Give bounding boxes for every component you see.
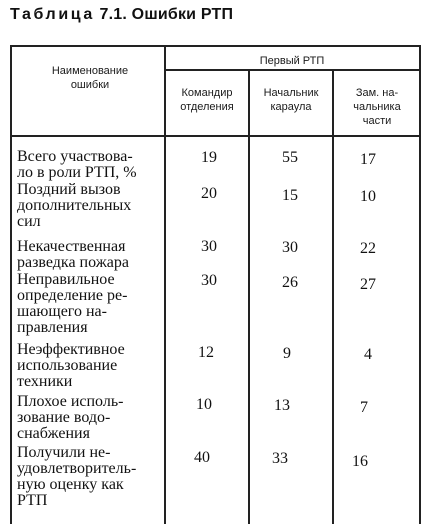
- cell-wrong-direction-commander: 30: [201, 272, 217, 289]
- cell-water-supply-deputy: 7: [360, 399, 368, 416]
- caption-title: 7.1. Ошибки РТП: [94, 6, 234, 23]
- header-name-column: Наименование ошибки: [51, 65, 129, 91]
- row-label-unsatisfactory: Получили не- удовлетворитель- ную оценку как РТП: [17, 444, 137, 509]
- cell-water-supply-chief: 13: [274, 397, 290, 414]
- cell-total-commander: 19: [201, 149, 217, 166]
- cell-late-call-deputy: 10: [360, 188, 376, 205]
- cell-late-call-chief: 15: [282, 187, 298, 204]
- header-col-commander: Командир отделения: [180, 87, 234, 113]
- table-caption: [10, 6, 233, 24]
- row-label-late-call: Поздний вызов дополнительных сил: [17, 181, 132, 230]
- cell-poor-recon-deputy: 22: [360, 240, 376, 257]
- row-label-poor-recon: Некачественная разведка пожара: [17, 238, 129, 271]
- cell-late-call-commander: 20: [201, 185, 217, 202]
- group-header-divider: [164, 69, 420, 71]
- header-group-label: Первый РТП: [259, 55, 325, 67]
- row-label-water-supply: Плохое исполь- зование водо- снабжения: [17, 393, 124, 442]
- header-col-deputy: Зам. на- чальника части: [353, 87, 401, 127]
- cell-total-chief: 55: [282, 149, 298, 166]
- row-label-wrong-direction: Неправильное определение ре- шающего на- правления: [17, 271, 128, 336]
- header-col-chief: Начальник караула: [263, 87, 319, 113]
- cell-equipment-use-commander: 12: [198, 344, 214, 361]
- cell-poor-recon-chief: 30: [282, 239, 298, 256]
- header-bottom-border: [10, 135, 420, 137]
- table-top-border: [10, 45, 420, 47]
- row-label-total: Всего участвова- ло в роли РТП, %: [17, 148, 137, 181]
- cell-unsatisfactory-deputy: 16: [352, 453, 368, 470]
- caption-label-word: Таблица: [10, 6, 95, 23]
- table-right-border: [419, 45, 421, 524]
- cell-unsatisfactory-chief: 33: [272, 450, 288, 467]
- row-label-equipment-use: Неэффективное использование техники: [17, 341, 125, 390]
- table-left-border: [10, 45, 12, 524]
- cell-wrong-direction-chief: 26: [282, 274, 298, 291]
- cell-unsatisfactory-commander: 40: [194, 449, 210, 466]
- cell-total-deputy: 17: [360, 151, 376, 168]
- cell-equipment-use-deputy: 4: [364, 346, 372, 363]
- cell-equipment-use-chief: 9: [283, 345, 291, 362]
- cell-poor-recon-commander: 30: [201, 238, 217, 255]
- cell-water-supply-commander: 10: [196, 396, 212, 413]
- cell-wrong-direction-deputy: 27: [360, 276, 376, 293]
